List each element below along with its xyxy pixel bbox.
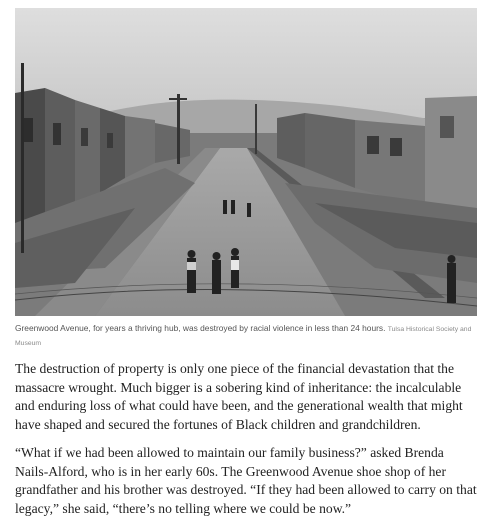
article-paragraph: “What if we had been allowed to maintain our family business?” asked Brenda Nails-Alford, who is in her early 60s. The Greenwood Avenue shoe shop of her grandfather and his brother was destroyed. “If they had been allowed to carry on that legacy,” she said, “there’s no telling where we could be now.” xyxy=(15,445,477,516)
caption-text: Greenwood Avenue, for years a thriving hub, was destroyed by racial violence in less than 24 hours. xyxy=(15,323,386,333)
article-body xyxy=(15,360,480,528)
photo-illustration xyxy=(15,8,477,316)
article-paragraph: The destruction of property is only one piece of the financial devastation that the massacre wrought. Much bigger is a sobering kind of inheritance: the incalculable and enduring loss of what could have been, and the generational wealth that might have shaped and secured the fortunes of Black children and grandchildren. xyxy=(15,361,463,432)
photo-caption xyxy=(15,322,477,350)
caption-credit-link[interactable]: Tulsa Historical Society and Museum xyxy=(15,326,472,347)
historic-street-photo xyxy=(15,8,477,316)
